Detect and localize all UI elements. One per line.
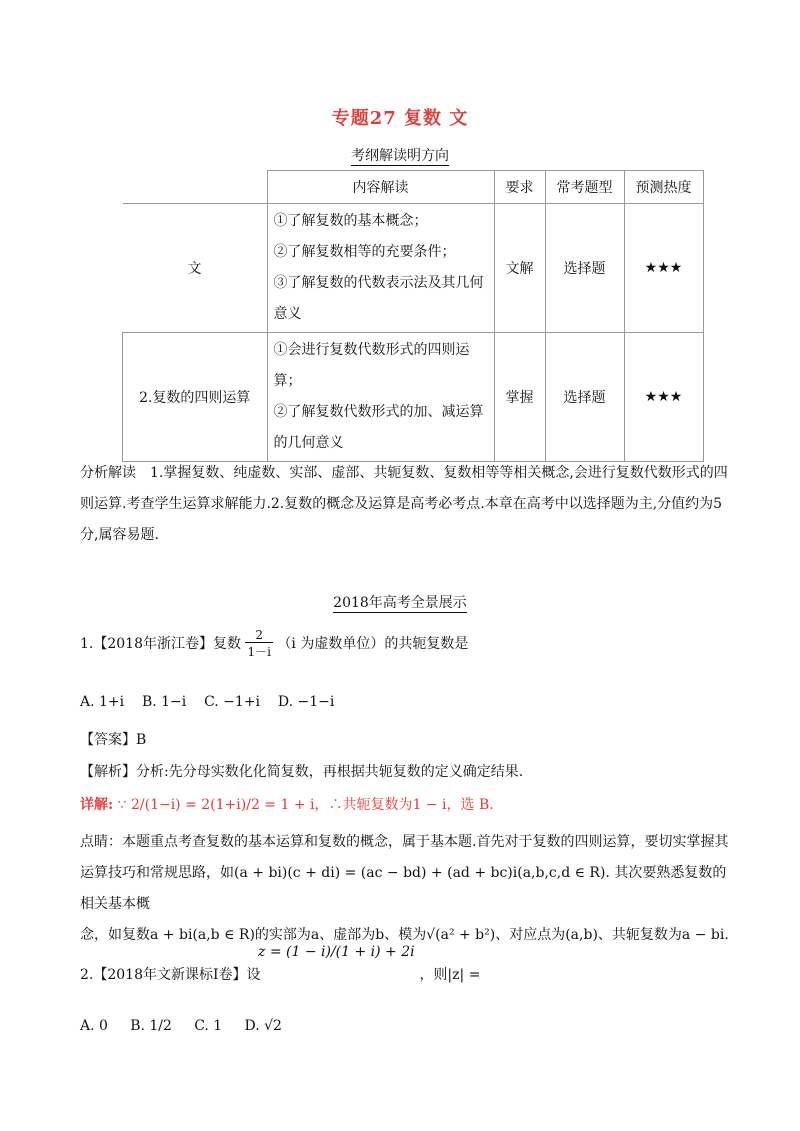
row-content: ①了解复数的基本概念； ②了解复数相等的充要条件； ③了解复数的代数表示法及其几何 意义 [267, 203, 494, 332]
page-title: 专题27 复数 文 [331, 108, 469, 129]
row-heat: ★★★ [624, 332, 703, 461]
section-heading-2018: 2018年高考全景展示 [333, 595, 467, 611]
table-row [123, 332, 704, 461]
option-b: B. 1/2 [130, 1018, 172, 1034]
header-heat: 预测热度 [624, 171, 703, 204]
syllabus-table [122, 170, 704, 462]
option-c: C. 1 [194, 1018, 223, 1034]
row-topic: 2.复数的四则运算 [123, 332, 268, 461]
section-heading-outline: 考纲解读明方向 [351, 148, 449, 164]
option-d: D. −1−i [277, 694, 335, 710]
row-requirement: 掌握 [494, 332, 545, 461]
question-2-formula: z = (1 − i)/(1 + i) + 2i [258, 944, 415, 960]
row-topic: 文 [123, 203, 268, 332]
option-d: D. √2 [244, 1018, 282, 1034]
row-question-type: 选择题 [545, 203, 624, 332]
question-1-options [80, 694, 720, 710]
row-content: ①会进行复数代数形式的四则运算； ②了解复数代数形式的加、减运算 的几何意义 [267, 332, 494, 461]
option-a: A. 1+i [80, 694, 125, 710]
question-1-detail: 详解: ∵ 2/(1−i) = 2(1+i)/2 = 1 + i，∴共轭复数为1 − i，选 B. [80, 797, 494, 813]
option-c: C. −1+i [204, 694, 261, 710]
header-content: 内容解读 [267, 171, 494, 204]
row-heat: ★★★ [624, 203, 703, 332]
fraction: $\frac{2}{1-i}$ [247, 628, 271, 659]
question-2-stem: 2.【2018年文新课标Ⅰ卷】设 ，则|z| = [80, 967, 481, 983]
question-1-stem: 1.【2018年浙江卷】复数 $\frac{2}{1-i}$ （i 为虚数单位）的共轭复数是 [80, 628, 469, 659]
option-a: A. 0 [80, 1018, 108, 1034]
option-b: B. 1−i [141, 694, 187, 710]
question-1-answer: 【答案】B [80, 732, 147, 748]
row-question-type: 选择题 [545, 332, 624, 461]
table-row [123, 203, 704, 332]
question-2-options [80, 1018, 720, 1034]
question-1-explain: 【解析】分析:先分母实数化化简复数，再根据共轭复数的定义确定结果. [80, 764, 524, 780]
question-1-comment: 点睛：本题重点考查复数的基本运算和复数的概念，属于基本题.首先对于复数的四则运算，要切实掌握其 运算技巧和常规思路，如(a + bi)(c + di) = (ac − bd) + (ad + bc)i(a,b,c,d ∈ R). 其次要熟悉复数的相关基本概 念，如复数a + bi(a,b ∈ R)的实部为a、虚部为b、模为√(a² + b²)、对应点为(a,b)、共轭复数为a − bi. [80, 834, 729, 943]
row-requirement: 文解 [494, 203, 545, 332]
table-header-row [123, 171, 704, 204]
header-question-type: 常考题型 [545, 171, 624, 204]
header-requirement: 要求 [494, 171, 545, 204]
analysis-paragraph: 分析解读 1.掌握复数、纯虚数、实部、虚部、共轭复数、复数相等等相关概念,会进行复数代数形式的四则运算.考查学生运算求解能力.2.复数的概念及运算是高考必考点.本章在高考中以选择题为主,分值约为5分,属容易题. [80, 465, 728, 543]
